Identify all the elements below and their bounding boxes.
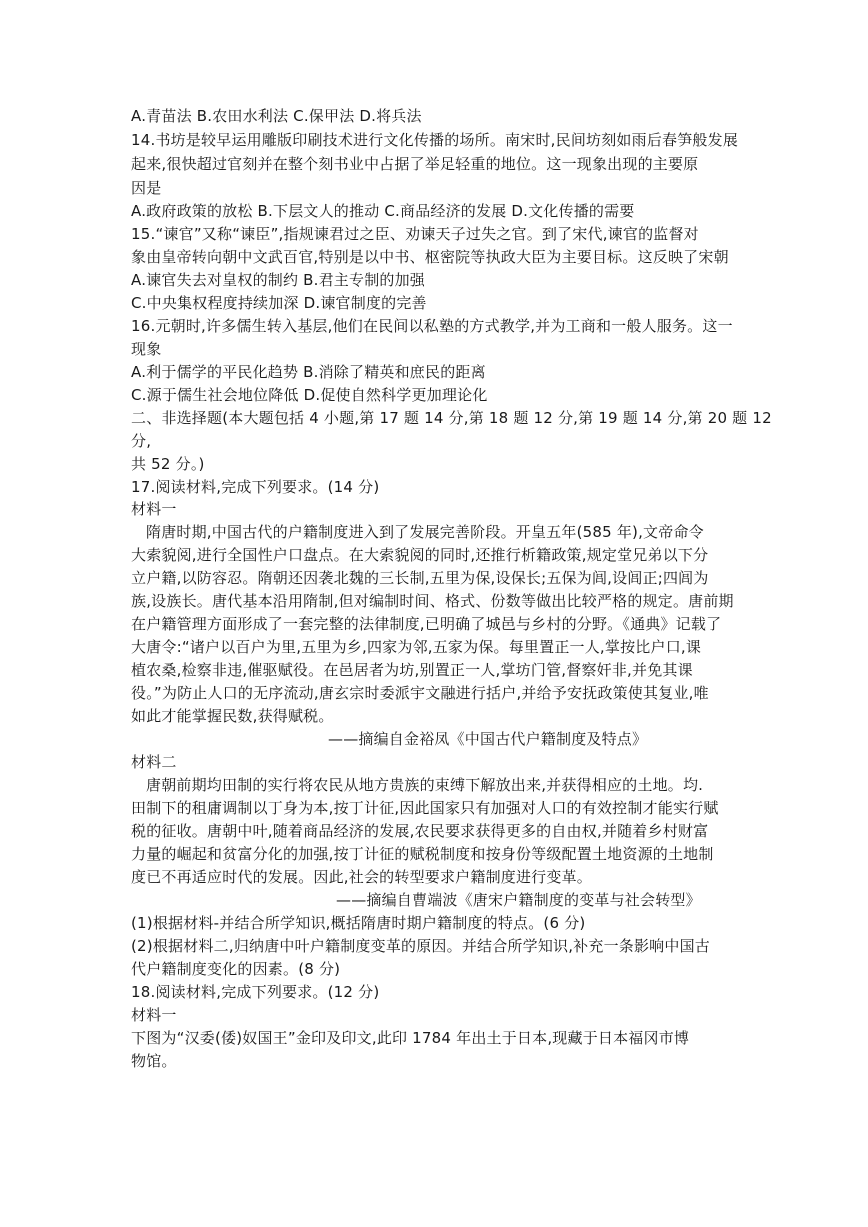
q17-subquestion-2-line-1: (2)根据材料二,归纳唐中叶户籍制度变革的原因。并结合所学知识,补充一条影响中国古	[131, 937, 710, 955]
q17-material-one-line: 役。”为防止人口的无序流动,唐玄宗时委派宇文融进行括户,并给予安抚政策使其复业,唯	[131, 684, 709, 702]
q17-title: 17.阅读材料,完成下列要求。(14 分)	[131, 478, 380, 496]
q17-subquestion-1: (1)根据材料-并结合所学知识,概括隋唐时期户籍制度的特点。(6 分)	[131, 914, 586, 932]
q17-material-one-line: 族,设族长。唐代基本沿用隋制,但对编制时间、格式、份数等做出比较严格的规定。唐前期	[131, 592, 734, 610]
q17-material-two-source: ——摘编自曹端波《唐宋户籍制度的变革与社会转型》	[336, 891, 701, 909]
q17-material-two-line: 唐朝前期均田制的实行将农民从地方贵族的束缚下解放出来,并获得相应的土地。均.	[146, 776, 704, 794]
q15-stem-line-2: 象由皇帝转向朝中文武百官,特别是以中书、枢密院等执政大臣为主要目标。这反映了宋朝	[131, 248, 729, 266]
q14-stem-line-1: 14.书坊是较早运用雕版印刷技术进行文化传播的场所。南宋时,民间坊刻如雨后春笋般发展	[131, 131, 739, 149]
q17-material-one-line: 大唐令:“诸户以百户为里,五里为乡,四家为邻,五家为保。每里置正一人,掌按比户口,课	[131, 638, 702, 656]
q16-options-ab: A.利于儒学的平民化趋势 B.消除了精英和庶民的距离	[131, 363, 486, 381]
q13-options: A.青苗法 B.农田水利法 C.保甲法 D.将兵法	[131, 107, 422, 125]
section-two-heading-line-3: 共 52 分。)	[131, 455, 205, 473]
q17-material-one-line: 立户籍,以防容忍。隋朝还因袭北魏的三长制,五里为保,设保长;五保为闾,设闾正;四闾为	[131, 569, 709, 587]
q17-subquestion-2-line-2: 代户籍制度变化的因素。(8 分)	[131, 960, 341, 978]
q17-material-two-line: 度已不再适应时代的发展。因此,社会的转型要求户籍制度进行变革。	[131, 868, 592, 886]
q17-material-one-line: 在户籍管理方面形成了一套完整的法律制度,已明确了城邑与乡村的分野。《通典》记载了	[131, 615, 722, 633]
q16-stem-line-2: 现象	[131, 340, 162, 358]
q17-material-one-line: 如此才能掌握民数,获得赋税。	[131, 707, 334, 725]
q18-material-one-line-1: 下图为“汉委(倭)奴国王”金印及印文,此印 1784 年出土于日本,现藏于日本福冈市博	[131, 1029, 690, 1047]
q17-material-two-line: 税的征收。唐朝中叶,随着商品经济的发展,农民要求获得更多的自由权,并随着乡村财富	[131, 822, 709, 840]
q14-options: A.政府政策的放松 B.下层文人的推动 C.商品经济的发展 D.文化传播的需要	[131, 202, 635, 220]
q16-stem-line-1: 16.元朝时,许多儒生转入基层,他们在民间以私塾的方式教学,并为工商和一般人服务。这一	[131, 317, 733, 335]
q17-material-one-line: 植农桑,检察非违,催驱赋役。在邑居者为坊,别置正一人,掌坊门管,督察奸非,并免其课	[131, 661, 693, 679]
q17-material-one-line: 大索貌阅,进行全国性户口盘点。在大索貌阅的同时,还推行析籍政策,规定堂兄弟以下分	[131, 546, 709, 564]
section-two-heading-line-2: 分,	[131, 432, 152, 450]
section-two-heading-line-1: 二、非选择题(本大题包括 4 小题,第 17 题 14 分,第 18 题 12 分,第 19 题 14 分,第 20 题 12	[131, 409, 772, 427]
q17-material-one-line: 隋唐时期,中国古代的户籍制度进入到了发展完善阶段。开皇五年(585 年),文帝命令	[146, 523, 704, 541]
q17-material-one-source: ——摘编自金裕凤《中国古代户籍制度及特点》	[328, 730, 648, 748]
q17-material-two-line: 力量的崛起和贫富分化的加强,按丁计征的赋税制度和按身份等级配置土地资源的土地制	[131, 845, 714, 863]
q14-stem-line-2: 起来,很快超过官刻并在整个刻书业中占据了举足轻重的地位。这一现象出现的主要原	[131, 155, 699, 173]
q17-material-one-label: 材料一	[131, 500, 177, 518]
q18-material-one-label: 材料一	[131, 1006, 177, 1024]
q16-options-cd: C.源于儒生社会地位降低 D.促使自然科学更加理论化	[131, 386, 488, 404]
q17-material-two-line: 田制下的租庸调制以丁身为本,按丁计征,因此国家只有加强对人口的有效控制才能实行赋	[131, 799, 719, 817]
q18-material-one-line-2: 物馆。	[131, 1052, 177, 1070]
q15-options-ab: A.谏官失去对皇权的制约 B.君主专制的加强	[131, 271, 425, 289]
q14-stem-line-3: 因是	[131, 179, 162, 197]
q15-stem-line-1: 15.“谏官”又称“谏臣”,指规谏君过之臣、劝谏天子过失之官。到了宋代,谏官的监督对	[131, 225, 699, 243]
q15-options-cd: C.中央集权程度持续加深 D.谏官制度的完善	[131, 294, 427, 312]
q18-title: 18.阅读材料,完成下列要求。(12 分)	[131, 983, 380, 1001]
q17-material-two-label: 材料二	[131, 753, 177, 771]
